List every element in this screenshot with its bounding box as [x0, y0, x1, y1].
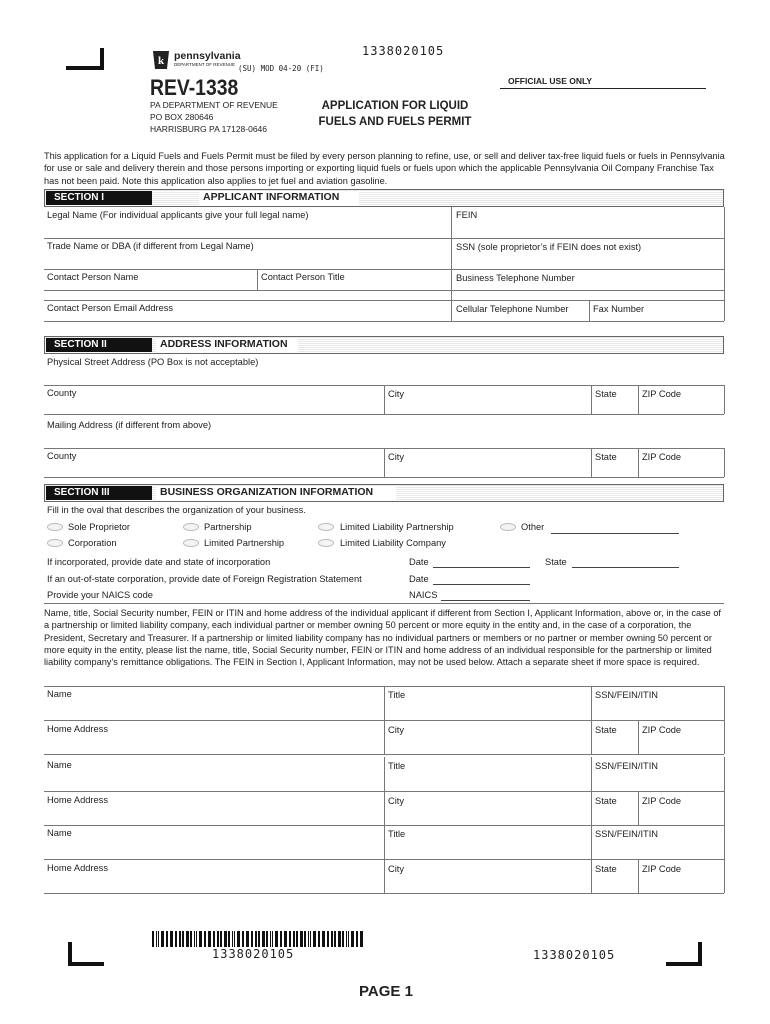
ssn-label: SSN (sole proprietor’s if FEIN does not exist)	[456, 242, 642, 252]
person-city-label: City	[388, 864, 405, 874]
state-label: State	[595, 389, 617, 399]
person-ssn-label: SSN/FEIN/ITIN	[595, 761, 659, 771]
legal-name-label: Legal Name (For individual applicants give your full legal name)	[47, 210, 309, 220]
person-home-address-label: Home Address	[47, 724, 108, 734]
form-number-top: 1338020105	[362, 44, 445, 58]
barcode-bar	[161, 931, 164, 947]
barcode-bar	[360, 931, 363, 947]
incorporation-date-label: Date	[409, 557, 429, 567]
registration-date-label: Date	[409, 574, 429, 584]
barcode-bar	[300, 931, 303, 947]
physical-address-label: Physical Street Address (PO Box is not acceptable)	[47, 357, 259, 367]
barcode-bar	[270, 931, 271, 947]
barcode-bar	[293, 931, 295, 947]
title-line-2: FUELS AND FUELS PERMIT	[318, 116, 472, 128]
barcode-bar	[186, 931, 189, 947]
barcode-bar	[158, 931, 159, 947]
person-city-field[interactable]	[385, 792, 590, 825]
barcode-bar	[348, 931, 349, 947]
business-phone-label: Business Telephone Number	[456, 273, 575, 283]
barcode-number: 1338020105	[212, 947, 295, 961]
logo-subtext: DEPARTMENT OF REVENUE	[174, 62, 236, 67]
barcode-bar	[166, 931, 168, 947]
barcode-bar	[334, 931, 336, 947]
limited-partnership-label: Limited Partnership	[204, 538, 285, 548]
llc-oval[interactable]	[318, 539, 334, 547]
barcode-bar	[255, 931, 257, 947]
incorporation-date-field[interactable]	[433, 567, 530, 568]
zip-label: ZIP Code	[642, 389, 682, 399]
person-name-field[interactable]	[44, 758, 383, 791]
form-number-bottom: 1338020105	[533, 948, 616, 962]
person-name-field[interactable]	[44, 687, 383, 720]
official-use-label: OFFICIAL USE ONLY	[508, 76, 593, 86]
barcode-bar	[331, 931, 333, 947]
person-home-address-label: Home Address	[47, 863, 108, 873]
organization-instructions: Fill in the oval that describes the organization of your business.	[47, 505, 306, 515]
person-name-label: Name	[47, 828, 72, 838]
barcode-bar	[232, 931, 233, 947]
barcode-bar	[204, 931, 206, 947]
city-label: City	[388, 389, 405, 399]
barcode-bar	[346, 931, 347, 947]
other-field[interactable]	[551, 533, 679, 534]
fein-field[interactable]	[452, 208, 724, 238]
fax-label: Fax Number	[593, 304, 645, 314]
city-field[interactable]	[385, 386, 590, 414]
person-name-label: Name	[47, 689, 72, 699]
barcode-bar	[156, 931, 157, 947]
partnership-oval[interactable]	[183, 523, 199, 531]
barcode-bar	[322, 931, 325, 947]
barcode-bar	[182, 931, 184, 947]
barcode-bar	[213, 931, 215, 947]
page-number: PAGE 1	[359, 983, 413, 1000]
section-2-header	[44, 336, 724, 354]
keystone-icon	[150, 49, 172, 71]
person-city-label: City	[388, 796, 405, 806]
barcode-bar	[342, 931, 344, 947]
barcode-bar	[237, 931, 240, 947]
llp-label: Limited Liability Partnership	[340, 522, 454, 532]
divider	[44, 603, 724, 604]
divider	[44, 754, 724, 755]
section-3-title: BUSINESS ORGANIZATION INFORMATION	[156, 486, 396, 500]
section-3-label: SECTION III	[46, 486, 152, 500]
title-line-1: APPLICATION FOR LIQUID	[321, 100, 469, 112]
barcode-bar	[310, 931, 311, 947]
county-field[interactable]	[44, 386, 383, 414]
address-line: PO BOX 280646	[150, 112, 214, 122]
barcode-bar	[190, 931, 192, 947]
person-title-field[interactable]	[385, 758, 590, 791]
barcode-bar	[196, 931, 197, 947]
person-name-label: Name	[47, 760, 72, 770]
trade-name-label: Trade Name or DBA (if different from Legal Name)	[47, 241, 254, 251]
section-1-label: SECTION I	[46, 191, 152, 205]
incorporated-label: If incorporated, provide date and state of incorporation	[47, 557, 271, 567]
address-line: HARRISBURG PA 17128-0646	[150, 124, 268, 134]
barcode-bar	[199, 931, 202, 947]
form-title	[300, 98, 490, 130]
section-2-label: SECTION II	[46, 338, 152, 352]
barcode-bar	[356, 931, 358, 947]
registration-date-field[interactable]	[433, 584, 530, 585]
divider	[44, 321, 724, 322]
naics-label: NAICS	[409, 590, 438, 600]
person-name-field[interactable]	[44, 826, 383, 859]
barcode-bar	[258, 931, 260, 947]
logo-name: pennsylvania	[174, 50, 241, 62]
divider	[724, 686, 725, 754]
intro-text: This application for a Liquid Fuels and Fuels Permit must be filed by every person planning to refine, use, or sell and deliver tax-free liquid fuels or fuels in Pennsylvania for use or sale and delivery therein and those persons importing or exporting liquid fuels or fuels upon which the applicable Pennsylvania Oil Company Franchise Tax has not been paid. Note this application also applies to jet fuel and aviation gasoline.	[44, 151, 725, 186]
barcode-bar	[179, 931, 181, 947]
divider	[724, 448, 725, 477]
barcode	[152, 931, 364, 947]
mailing-county-field[interactable]	[44, 449, 383, 477]
barcode-bar	[234, 931, 235, 947]
section-1-title: APPLICANT INFORMATION	[199, 191, 359, 205]
registration-mark-bottom-left	[68, 942, 104, 966]
person-ssn-label: SSN/FEIN/ITIN	[595, 829, 659, 839]
person-state-label: State	[595, 725, 617, 735]
mailing-state-label: State	[595, 452, 617, 462]
barcode-bar	[228, 931, 230, 947]
naics-prompt: Provide your NAICS code	[47, 590, 153, 600]
barcode-bar	[194, 931, 195, 947]
barcode-bar	[246, 931, 249, 947]
person-title-label: Title	[388, 761, 406, 771]
barcode-bar	[262, 931, 265, 947]
mailing-city-field[interactable]	[385, 449, 590, 477]
llp-oval[interactable]	[318, 523, 334, 531]
barcode-bar	[217, 931, 219, 947]
person-title-field[interactable]	[385, 826, 590, 859]
barcode-bar	[280, 931, 282, 947]
barcode-bar	[327, 931, 329, 947]
person-zip-label: ZIP Code	[642, 725, 682, 735]
department-address	[150, 99, 278, 135]
barcode-bar	[318, 931, 320, 947]
incorporation-state-label: State	[545, 557, 567, 567]
corporation-oval[interactable]	[47, 539, 63, 547]
person-state-label: State	[595, 796, 617, 806]
barcode-bar	[275, 931, 278, 947]
mailing-address-label: Mailing Address (if different from above)	[47, 420, 212, 430]
section-2-title: ADDRESS INFORMATION	[156, 338, 298, 352]
divider	[724, 825, 725, 893]
official-use-line	[500, 88, 706, 89]
corporation-label: Corporation	[68, 538, 117, 548]
barcode-bar	[304, 931, 306, 947]
person-title-field[interactable]	[385, 687, 590, 720]
barcode-bar	[170, 931, 173, 947]
form-id: REV-1338	[150, 75, 239, 100]
barcode-bar	[242, 931, 244, 947]
other-oval[interactable]	[500, 523, 516, 531]
contact-title-label: Contact Person Title	[261, 272, 345, 282]
person-home-address-label: Home Address	[47, 795, 108, 805]
person-city-field[interactable]	[385, 721, 590, 754]
officer-instructions: Name, title, Social Security number, FEIN or ITIN and home address of the individual applicant if different from Section I, Applicant Information, above or, in the case of a partnership or limited liability company, each individual partner or member owning 50 percent or more equity in the entity and, in the case of a corporation, the President, Secretary and Treasurer. If a partnership or limited liability company has no individual partners or members or no partner or member owning 50 percent or more equity in the entity, please list the name, title, Social Security number, FEIN or ITIN and home address of an individual responsible for the partnership or limited liability company’s remittance obligations. The FEIN in Section I, Applicant Information, may not be used below. Attach a separate sheet if more space is required.	[44, 608, 721, 668]
sole-proprietor-oval[interactable]	[47, 523, 63, 531]
divider	[724, 385, 725, 414]
form-mod: (SU) MOD 04-20 (FI)	[238, 64, 324, 73]
barcode-bar	[272, 931, 273, 947]
svg-text:k: k	[157, 55, 165, 67]
divider	[724, 757, 725, 825]
cell-phone-label: Cellular Telephone Number	[456, 304, 569, 314]
mailing-county-label: County	[47, 451, 77, 461]
person-city-field[interactable]	[385, 860, 590, 893]
person-state-label: State	[595, 864, 617, 874]
person-title-label: Title	[388, 690, 406, 700]
barcode-bar	[351, 931, 354, 947]
barcode-bar	[308, 931, 309, 947]
incorporation-state-field[interactable]	[572, 567, 679, 568]
registration-mark-top-left	[66, 48, 104, 70]
section-3-header	[44, 484, 724, 502]
address-line: PA DEPARTMENT OF REVENUE	[150, 100, 278, 110]
section-1-header	[44, 189, 724, 207]
barcode-bar	[296, 931, 298, 947]
barcode-bar	[284, 931, 287, 947]
person-ssn-label: SSN/FEIN/ITIN	[595, 690, 659, 700]
barcode-bar	[224, 931, 227, 947]
barcode-bar	[152, 931, 154, 947]
barcode-bar	[208, 931, 211, 947]
out-of-state-label: If an out-of-state corporation, provide date of Foreign Registration Statement	[47, 574, 362, 584]
barcode-bar	[175, 931, 177, 947]
barcode-bar	[251, 931, 253, 947]
mailing-city-label: City	[388, 452, 405, 462]
divider	[724, 207, 725, 321]
person-zip-label: ZIP Code	[642, 796, 682, 806]
fein-label: FEIN	[456, 210, 478, 220]
barcode-bar	[289, 931, 291, 947]
contact-email-label: Contact Person Email Address	[47, 303, 174, 313]
llc-label: Limited Liability Company	[340, 538, 446, 548]
person-zip-label: ZIP Code	[642, 864, 682, 874]
barcode-bar	[266, 931, 268, 947]
barcode-bar	[220, 931, 222, 947]
sole-proprietor-label: Sole Proprietor	[68, 522, 131, 532]
person-city-label: City	[388, 725, 405, 735]
mailing-zip-label: ZIP Code	[642, 452, 682, 462]
divider	[44, 477, 724, 478]
naics-field[interactable]	[441, 600, 530, 601]
person-title-label: Title	[388, 829, 406, 839]
barcode-bar	[338, 931, 341, 947]
barcode-bar	[313, 931, 316, 947]
contact-person-label: Contact Person Name	[47, 272, 139, 282]
other-label: Other	[521, 522, 545, 532]
divider	[44, 893, 724, 894]
registration-mark-bottom-right	[666, 942, 702, 966]
partnership-label: Partnership	[204, 522, 252, 532]
limited-partnership-oval[interactable]	[183, 539, 199, 547]
county-label: County	[47, 388, 77, 398]
